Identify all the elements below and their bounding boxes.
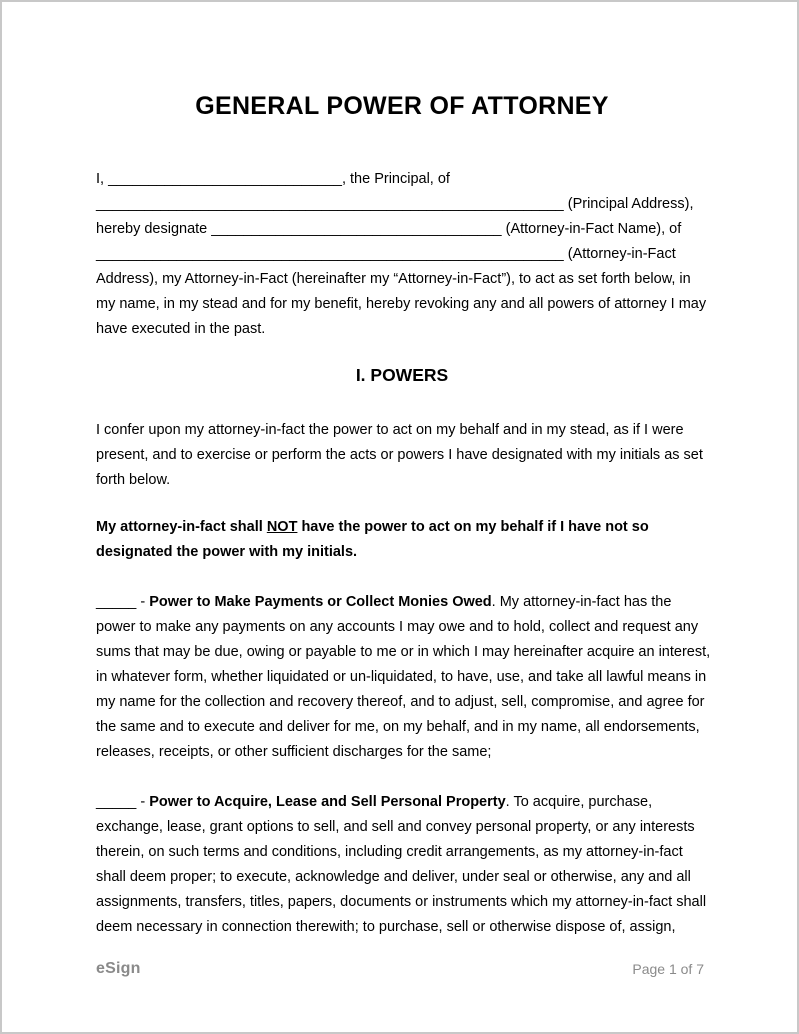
bold-text: Power to Make Payments or Collect Monies Owed <box>149 594 492 610</box>
text-segment: assignments, transfers, titles, papers, documents or instruments which my attorney-in-fact shall <box>96 894 707 910</box>
text-line <box>96 443 708 468</box>
text-segment: releases, receipts, or other sufficient discharges for the same; <box>96 744 492 760</box>
text-segment: __________________________________________________________ (Principal Address), <box>96 196 694 212</box>
text-line <box>96 815 708 840</box>
text-line <box>96 515 708 540</box>
text-line <box>96 217 708 242</box>
text-segment: in whatever form, whether liquidated or un-liquidated, to have, use, and take all lawful means in <box>96 669 707 685</box>
text-segment: . To acquire, purchase, <box>505 794 653 810</box>
notice-paragraph <box>96 515 708 565</box>
power-payments-paragraph <box>96 590 711 765</box>
text-line <box>96 317 708 342</box>
text-line <box>96 167 708 192</box>
power-property-paragraph <box>96 790 708 940</box>
text-line <box>96 890 708 915</box>
text-line <box>96 590 708 615</box>
text-segment: power to make any payments on any accounts I may owe and to hold, collect and request any <box>96 619 699 635</box>
text-segment: sums that may be due, owing or payable to me or in which I may hereinafter acquire an interest, <box>96 644 711 660</box>
text-segment: forth below. <box>96 472 171 488</box>
text-segment: present, and to exercise or perform the acts or powers I have designated with my initials as set <box>96 447 703 463</box>
text-segment: _____ - <box>96 594 150 610</box>
text-line <box>96 615 708 640</box>
confer-paragraph <box>96 418 708 493</box>
esign-logo: eSign <box>96 960 141 977</box>
text-segment: shall deem proper; to execute, acknowledge and deliver, under seal or otherwise, any and all <box>96 869 691 885</box>
text-segment: therein, on such terms and conditions, including credit arrangements, as my attorney-in-fact <box>96 844 683 860</box>
page-footer <box>96 956 704 982</box>
text-line <box>96 790 708 815</box>
text-line <box>96 292 708 317</box>
text-segment: I, _____________________________, the Principal, of <box>96 171 450 187</box>
document-content <box>96 2 711 940</box>
text-line <box>96 915 708 940</box>
page-number-label: Page 1 of 7 <box>632 961 704 977</box>
bold-text: My attorney-in-fact shall <box>96 519 267 535</box>
text-segment: my name, in my stead and for my benefit, hereby revoking any and all powers of attorney I may <box>96 296 707 312</box>
text-line <box>96 267 708 292</box>
bold-text: have the power to act on my behalf if I have not so <box>297 519 649 535</box>
text-line <box>96 468 708 493</box>
document-title: GENERAL POWER OF ATTORNEY <box>195 92 609 120</box>
text-segment: I confer upon my attorney-in-fact the power to act on my behalf and in my stead, as if I were <box>96 422 684 438</box>
text-line <box>96 192 708 217</box>
text-segment: my name for the collection and recovery thereof, and to adjust, sell, compromise, and agree for <box>96 694 705 710</box>
text-segment: deem necessary in connection therewith; to purchase, sell or otherwise dispose of, assign, <box>96 919 676 935</box>
text-segment: exchange, lease, grant options to sell, and sell and convey personal property, or any interests <box>96 819 695 835</box>
text-line <box>96 418 708 443</box>
text-line <box>96 690 708 715</box>
text-line <box>96 640 711 665</box>
text-line <box>96 715 708 740</box>
powers-section-heading: I. POWERS <box>355 365 449 385</box>
text-line <box>96 865 708 890</box>
text-line <box>96 665 708 690</box>
text-segment: hereby designate ____________________________________ (Attorney-in-Fact Name), of <box>96 221 682 237</box>
text-line <box>96 840 708 865</box>
text-line <box>96 242 708 267</box>
bold-text: Power to Acquire, Lease and Sell Personal Property <box>149 794 506 810</box>
text-segment: the same and to execute and deliver for me, on my behalf, and in my name, all endorsements, <box>96 719 700 735</box>
text-segment: have executed in the past. <box>96 321 266 337</box>
opening-paragraph <box>96 167 708 342</box>
text-segment: Address), my Attorney-in-Fact (hereinafter my “Attorney-in-Fact”), to act as set forth below, in <box>96 271 691 287</box>
text-line <box>96 740 708 765</box>
underlined-text: NOT <box>266 519 298 535</box>
text-segment: _____ - <box>96 794 150 810</box>
text-segment: . My attorney-in-fact has the <box>491 594 672 610</box>
text-line <box>96 540 708 565</box>
bold-text: designated the power with my initials. <box>96 544 358 560</box>
text-segment: __________________________________________________________ (Attorney-in-Fact <box>96 246 676 262</box>
